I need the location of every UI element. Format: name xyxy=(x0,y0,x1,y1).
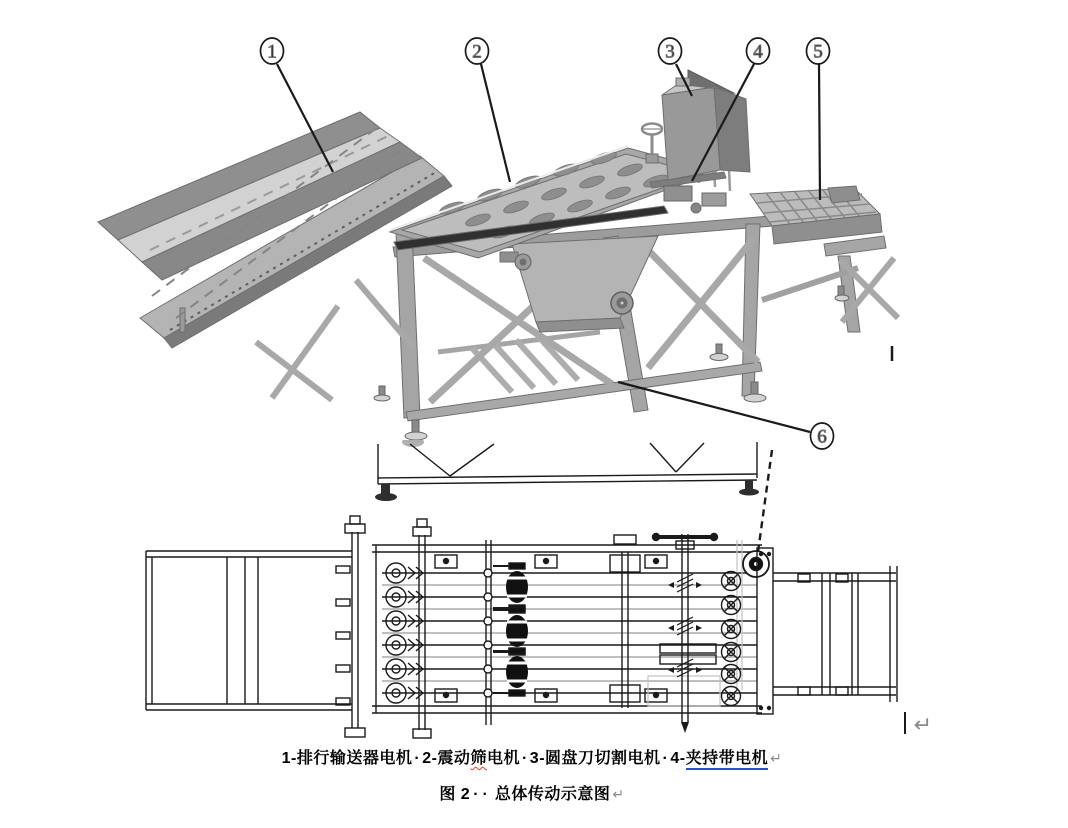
callout-5 xyxy=(807,38,830,200)
output-table xyxy=(750,186,886,256)
cutter-tower xyxy=(662,70,750,180)
legend-item-2-rest: 电机 xyxy=(486,750,520,767)
grammar-underlined-phrase: 夹持带电机 xyxy=(686,750,769,770)
return-mark-icon: ↵ xyxy=(913,713,932,738)
spellcheck-word: 筛 xyxy=(470,750,487,767)
return-mark-icon: ↵ xyxy=(612,786,625,802)
legend-item-1: 1-排行输送器电机 xyxy=(281,750,413,767)
legend-item-2: 2-震动 xyxy=(422,750,471,767)
callout-number: 3 xyxy=(665,41,675,63)
figure-caption xyxy=(6,748,1058,805)
figure-2d-schematic xyxy=(0,440,1068,740)
figure-number: 图 2 xyxy=(439,786,471,803)
space-dot: · xyxy=(414,750,421,767)
row-conveyor-top-view xyxy=(146,551,352,710)
legend-item-4-prefix: 4- xyxy=(670,750,686,767)
machine-bed-top-view xyxy=(372,545,762,713)
callout-6 xyxy=(618,382,834,449)
callout-number: 1 xyxy=(267,41,277,63)
figure-title: 总体传动示意图 xyxy=(494,786,611,803)
output-conveyor-top-view xyxy=(773,566,897,702)
callout-number: 2 xyxy=(472,41,482,63)
space-dot: · xyxy=(662,750,669,767)
cutter-motor xyxy=(493,563,528,611)
leader-line xyxy=(481,64,510,182)
callout-2 xyxy=(466,38,511,182)
frame-side-view xyxy=(375,440,759,501)
callout-number: 4 xyxy=(753,41,763,63)
space-dot: · xyxy=(521,750,528,767)
legend-item-3: 3-圆盘刀切割电机 xyxy=(529,750,661,767)
callout-number: 5 xyxy=(813,41,823,63)
caption-title-line xyxy=(6,784,1058,805)
callout-number: 6 xyxy=(817,426,827,448)
cutter-motor-column xyxy=(484,540,528,725)
space-dots: ·· xyxy=(473,786,492,803)
sprocket-column-right xyxy=(722,572,741,706)
caption-legend-line xyxy=(6,748,1058,769)
return-mark-icon: ↵ xyxy=(770,750,783,766)
leader-line xyxy=(819,64,820,200)
